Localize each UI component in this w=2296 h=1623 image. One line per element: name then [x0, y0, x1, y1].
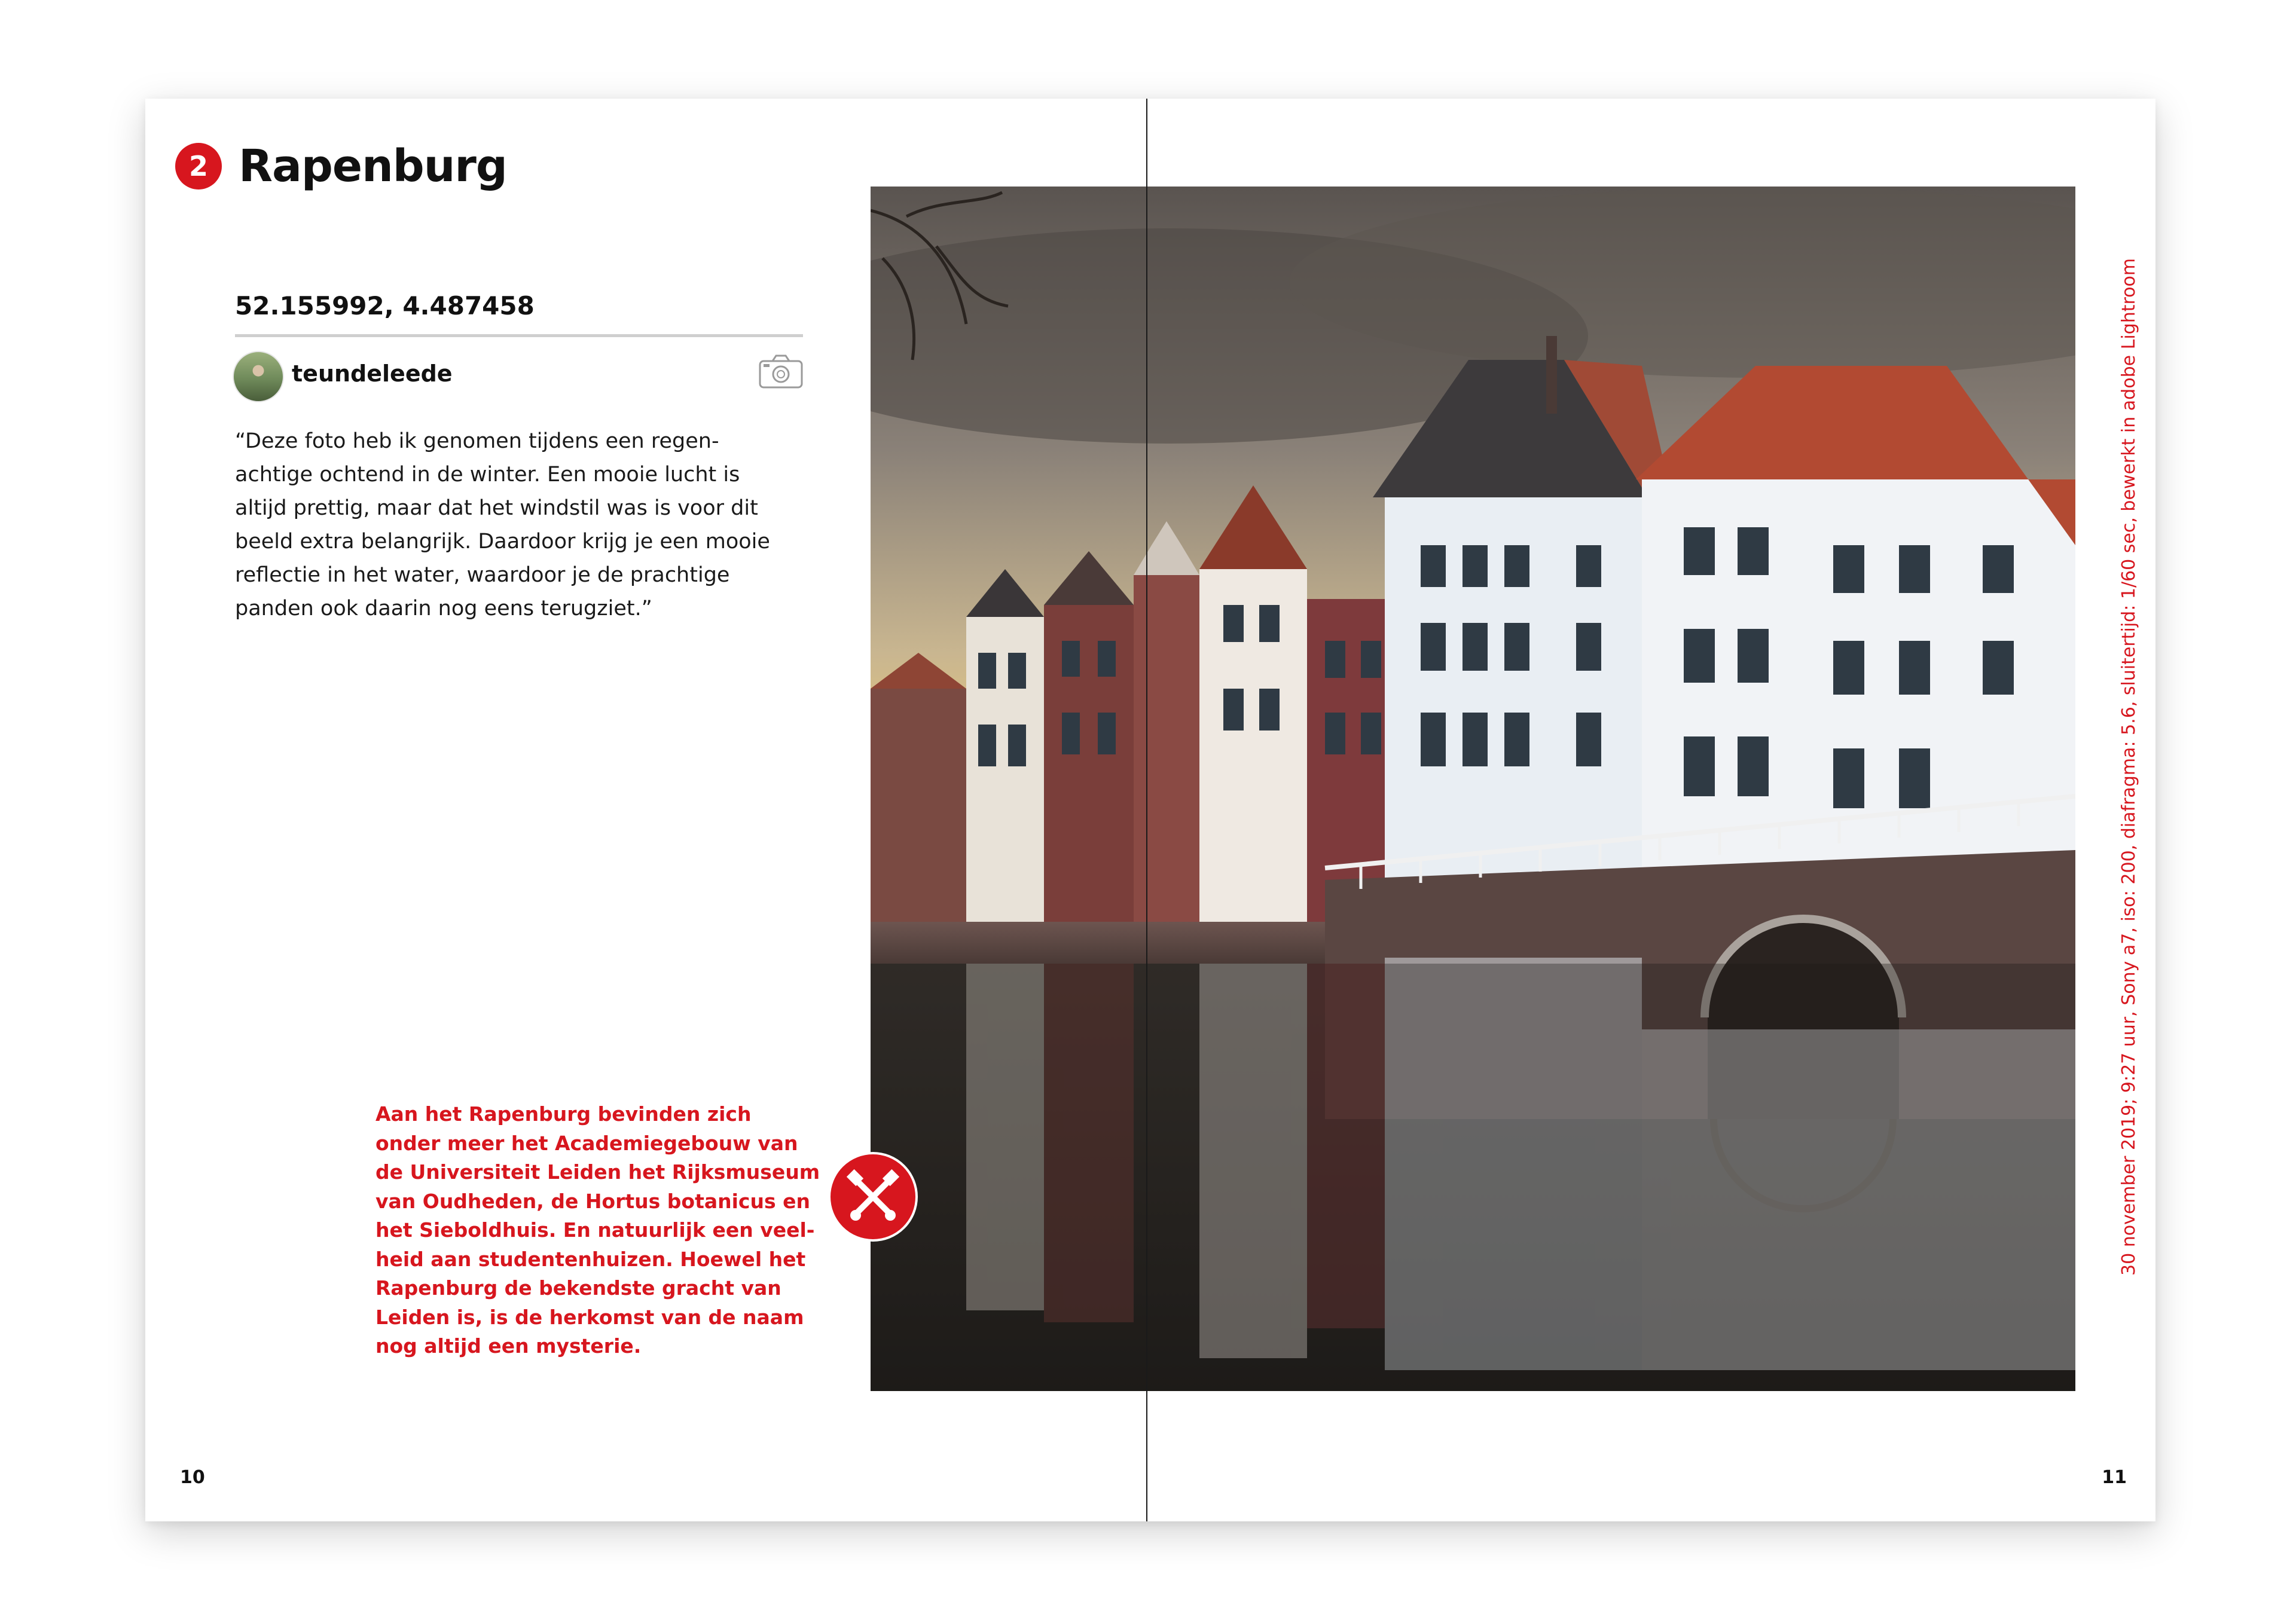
info-line: de Universiteit Leiden het Rijksmuseum	[375, 1160, 820, 1184]
camera-icon	[758, 353, 804, 390]
crossed-keys-icon	[831, 1154, 915, 1239]
info-line: het Sieboldhuis. En natuurlijk een veel-	[375, 1218, 815, 1242]
coordinates-divider	[235, 334, 803, 337]
gps-coordinates: 52.155992, 4.487458	[235, 291, 535, 320]
quote-line: reflectie in het water, waardoor je de prachtige	[235, 563, 730, 587]
spine-fold	[1146, 99, 1147, 1521]
info-line: Leiden is, is de herkomst van de naam	[375, 1305, 804, 1329]
book-spread	[145, 99, 2155, 1521]
photo-credit: 30 november 2019; 9:27 uur, Sony a7, iso: 200, diafragma: 5.6, sluitertijd: 1/60 sec, bewerkt in adobe Lightroom	[2118, 258, 2139, 1276]
quote-line: altijd prettig, maar dat het windstil was is voor dit	[235, 496, 758, 520]
page-number-left: 10	[180, 1467, 205, 1488]
quote-line: panden ook daarin nog eens terugziet.”	[235, 597, 652, 621]
page-number-right: 11	[2102, 1467, 2127, 1488]
location-info-text	[375, 1100, 820, 1361]
photographer-quote	[235, 424, 809, 625]
city-emblem	[828, 1152, 918, 1242]
quote-line: beeld extra belangrijk. Daardoor krijg je een mooie	[235, 530, 770, 554]
info-line: Aan het Rapenburg bevinden zich	[375, 1102, 752, 1126]
page-title: Rapenburg	[239, 140, 507, 192]
canal-photo	[871, 187, 2075, 1391]
info-line: van Oudheden, de Hortus botanicus en	[375, 1189, 810, 1213]
quote-line: “Deze foto heb ik genomen tijdens een regen-	[235, 429, 719, 453]
info-line: Rapenburg de bekendste gracht van	[375, 1276, 781, 1300]
author-username: teundeleede	[292, 360, 453, 387]
location-number-badge: 2	[175, 143, 222, 189]
title-row	[175, 140, 507, 192]
info-line: heid aan studentenhuizen. Hoewel het	[375, 1247, 806, 1271]
quote-line: achtige ochtend in de winter. Een mooie lucht is	[235, 463, 740, 487]
info-line: nog altijd een mysterie.	[375, 1334, 642, 1358]
author-avatar	[233, 351, 284, 402]
info-line: onder meer het Academiegebouw van	[375, 1131, 798, 1155]
